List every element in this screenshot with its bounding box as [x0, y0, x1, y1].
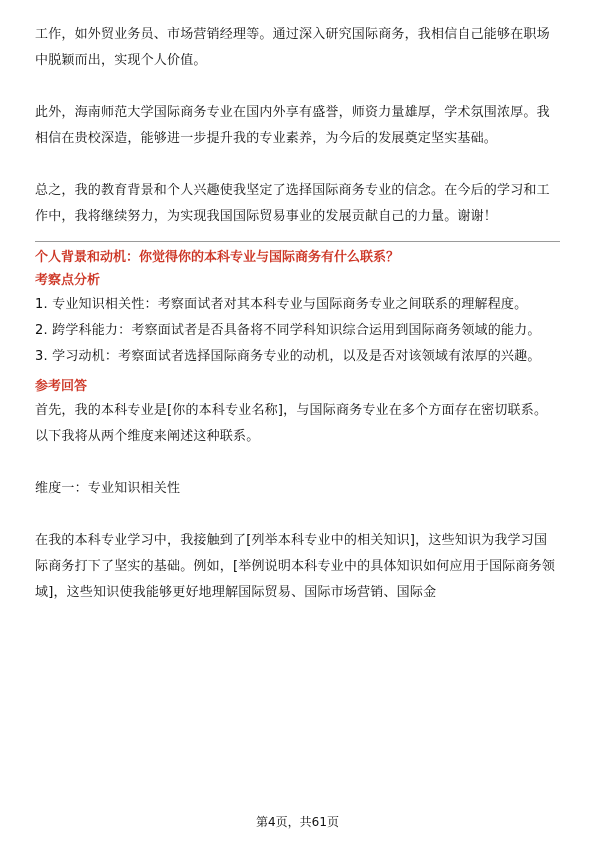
answer-paragraph-2: 在我的本科专业学习中，我接触到了[列举本科专业中的相关知识]，这些知识为我学习国际商务打下了坚实的基础。例如，[举例说明本科专业中的具体知识如何应用于国际商务领域]，这些知识使我能够更好地理解国际贸易、国际市场营销、国际金: [35, 533, 556, 600]
answer-dimension-heading: 维度一：专业知识相关性: [35, 481, 181, 496]
answer-heading: 参考回答: [35, 379, 88, 394]
intro-paragraph-1: 工作，如外贸业务员、市场营销经理等。通过深入研究国际商务，我相信自己能够在职场中脱颖而出，实现个人价值。: [35, 27, 550, 68]
analysis-item-2: 2. 跨学科能力：考察面试者是否具备将不同学科知识综合运用到国际商务领域的能力。: [35, 323, 541, 338]
page-footer: 第4页，共61页: [256, 815, 339, 829]
analysis-item-1: 1. 专业知识相关性：考察面试者对其本科专业与国际商务专业之间联系的理解程度。: [35, 297, 528, 312]
intro-paragraph-2: 此外，海南师范大学国际商务专业在国内外享有盛誉，师资力量雄厚，学术氛围浓厚。我相信在贵校深造，能够进一步提升我的专业素养，为今后的发展奠定坚实基础。: [35, 105, 550, 146]
analysis-list: [35, 292, 560, 370]
analysis-item-3: 3. 学习动机：考察面试者选择国际商务专业的动机，以及是否对该领域有浓厚的兴趣。: [35, 349, 541, 364]
document-page: [35, 22, 560, 606]
intro-paragraph-3: 总之，我的教育背景和个人兴趣使我坚定了选择国际商务专业的信念。在今后的学习和工作中，我将继续努力，为实现我国国际贸易事业的发展贡献自己的力量。谢谢！: [35, 183, 550, 224]
analysis-heading: 考察点分析: [35, 273, 101, 288]
question-title: 个人背景和动机：你觉得你的本科专业与国际商务有什么联系？: [35, 250, 400, 265]
section-divider: [35, 241, 560, 242]
answer-paragraph-1: 首先，我的本科专业是[你的本科专业名称]，与国际商务专业在多个方面存在密切联系。以下我将从两个维度来阐述这种联系。: [35, 403, 548, 444]
